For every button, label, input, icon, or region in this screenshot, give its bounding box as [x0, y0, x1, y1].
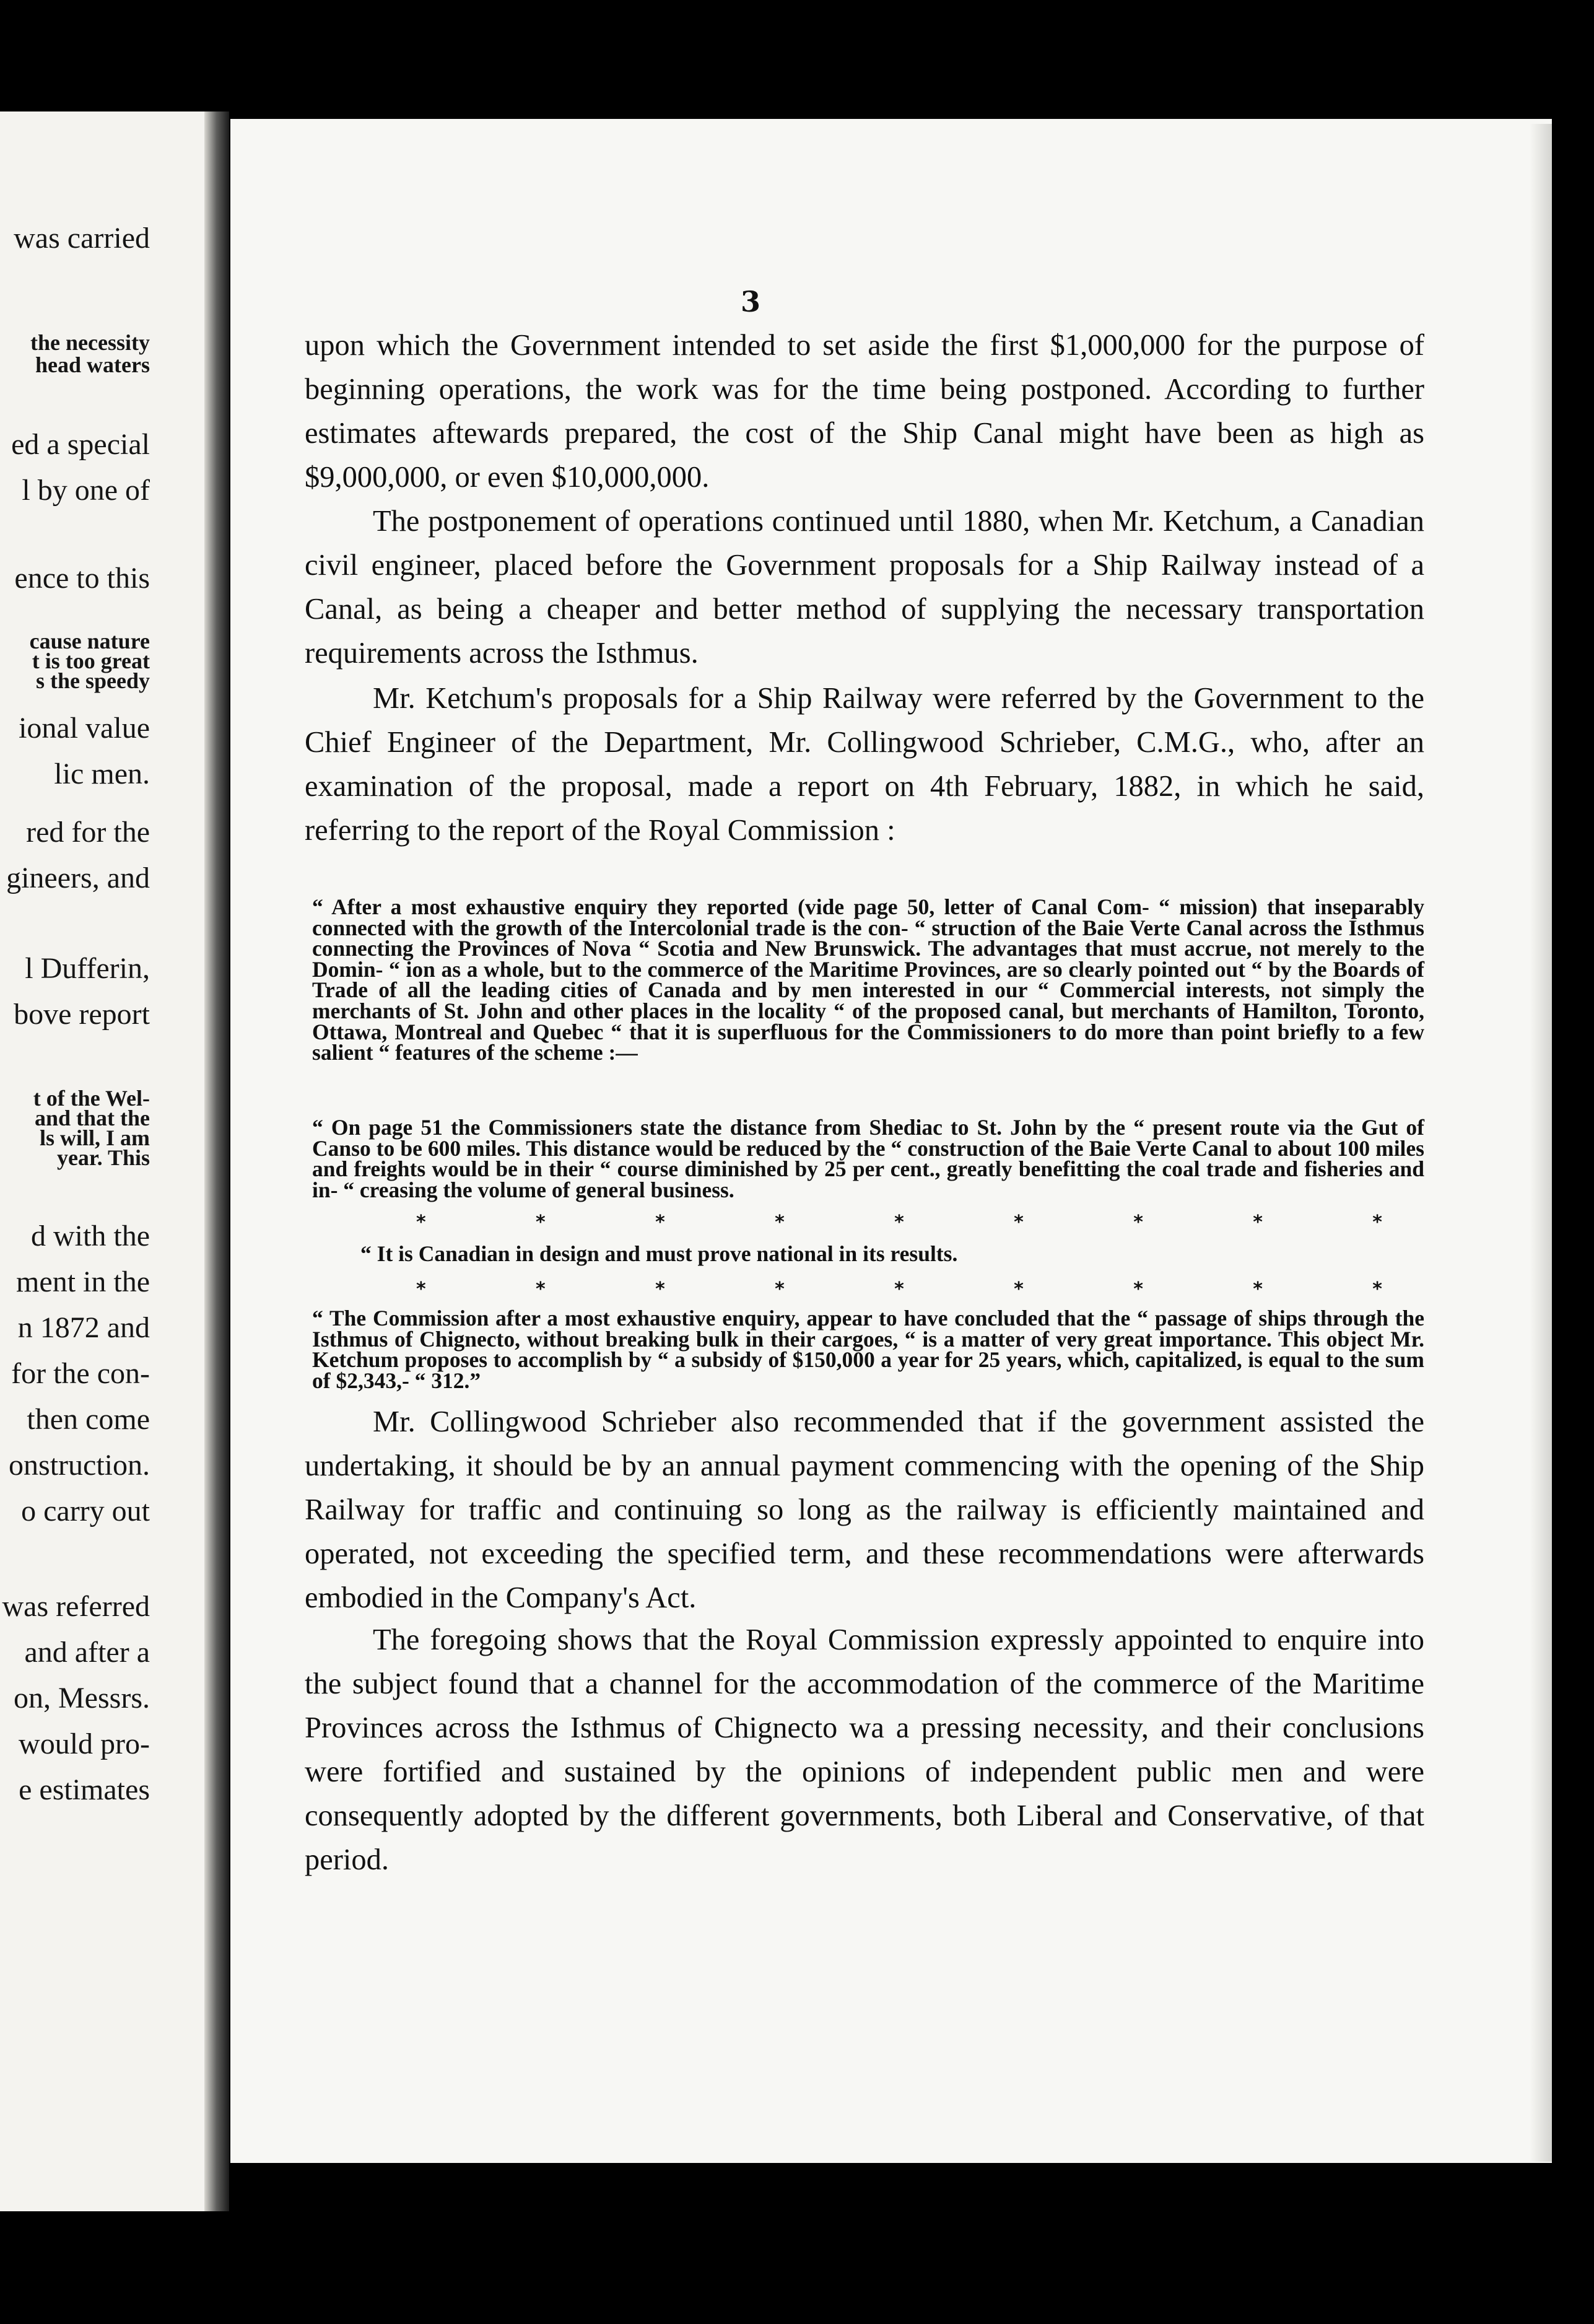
book-gutter	[204, 111, 229, 2211]
main-page	[230, 119, 1552, 2163]
page-number: 3	[740, 285, 760, 318]
separator-star: *	[894, 1212, 904, 1233]
paragraph-5: The foregoing shows that the Royal Commission expressly appointed to enquire into the subject found that a channel for the accommodation of the commerce of the Maritime Provinces across the Isthmus of Chignecto wa a pressing necessity, and their conclusions were fortified and sustained by the opinions of independent public men and were consequently adopted by the different governments, both Liberal and Conservative, of that period.	[305, 1623, 1424, 1876]
left-page-text-fragment: bove report	[14, 998, 150, 1031]
left-page-text-fragment: year. This	[56, 1145, 150, 1170]
left-page-text-fragment: the necessity	[30, 330, 150, 355]
separator-star: *	[1253, 1278, 1263, 1300]
left-page-text-fragment: ed a special	[11, 428, 150, 461]
paragraph-1: upon which the Government intended to set aside the first $1,000,000 for the purpose of beginning operations, the work was for the time being postponed. According to further estimates aftewards prepared, the cost of the Ship Canal might have been as high as $9,000,000, or even $10,000,000.	[305, 329, 1424, 494]
left-page-text-fragment: for the con-	[11, 1357, 150, 1390]
quote-3: “ It is Canadian in design and must prove national in its results.	[360, 1241, 958, 1266]
separator-star: *	[655, 1278, 665, 1300]
separator-star: *	[775, 1212, 785, 1233]
separator-star: *	[1372, 1278, 1382, 1300]
left-page-text-fragment: on, Messrs.	[13, 1682, 150, 1715]
paragraph-4: Mr. Collingwood Schrieber also recommended that if the government assisted the undertaking, it should be by an annual payment commencing with the opening of the Ship Railway for traffic and continuing so long as the railway is efficiently maintained and operated, not exceeding the specified term, and these recommendations were afterwards embodied in the Company's Act.	[305, 1405, 1424, 1614]
separator-star: *	[416, 1212, 426, 1233]
left-page-text-fragment: ls will, I am	[39, 1125, 150, 1150]
left-page-text-fragment: and after a	[24, 1636, 150, 1669]
quote-2: “ On page 51 the Commissioners state the distance from Shediac to St. John by the “ present route via the Gut of Canso to be 600 miles. This distance would be reduced by the “ construction of the Baie Verte Canal to about 100 miles and freights would be in their “ course diminished by 25 per cent., greatly benefitting the coal trade and fisheries and in- “ creasing the volume of general business.	[312, 1115, 1424, 1202]
separator-star: *	[775, 1278, 785, 1300]
left-page-text-fragment: d with the	[31, 1220, 150, 1252]
left-page-text-fragment: head waters	[35, 352, 150, 377]
left-page-text-fragment: would pro-	[19, 1728, 150, 1760]
separator-star: *	[894, 1278, 904, 1300]
separator-star: *	[1133, 1278, 1143, 1300]
separator-star: *	[536, 1212, 546, 1233]
left-page-text-fragment: and that the	[34, 1106, 150, 1130]
separator-star: *	[536, 1278, 546, 1300]
left-page-text-fragment: gineers, and	[6, 862, 150, 894]
quote-4: “ The Commission after a most exhaustive enquiry, appear to have concluded that the “ passage of ships through the Isthmus of Chignecto, without breaking bulk in their cargoes, “ is a matter of very great importance. This object Mr. Ketchum proposes to accomplish by “ a subsidy of $150,000 a year for 25 years, which, capitalized, is equal to the sum of $2,343,- “ 312.”	[312, 1306, 1424, 1393]
separator-star: *	[1014, 1212, 1024, 1233]
left-page-text-fragment: onstruction.	[9, 1449, 150, 1482]
separator-star: *	[416, 1278, 426, 1300]
left-page-text-fragment: l by one of	[22, 474, 150, 507]
left-page-text-fragment: then come	[27, 1403, 150, 1436]
paragraph-2: The postponement of operations continued until 1880, when Mr. Ketchum, a Canadian civil engineer, placed before the Government proposals for a Ship Railway instead of a Canal, as being a cheaper and better method of supplying the necessary transportation requirements across the Isthmus.	[305, 505, 1424, 670]
left-page-text-fragment: cause nature	[29, 629, 150, 653]
left-page-text-fragment: lic men.	[54, 758, 150, 790]
left-page-text-fragment: n 1872 and	[17, 1311, 150, 1344]
separator-star: *	[655, 1212, 665, 1233]
left-page-text-fragment: e estimates	[19, 1773, 150, 1806]
separator-stars-2	[416, 1278, 1382, 1300]
left-page-text-fragment: l Dufferin,	[25, 952, 150, 985]
separator-star: *	[1133, 1212, 1143, 1233]
page-edge	[1530, 124, 1552, 2162]
left-page-text-fragment: was carried	[14, 222, 150, 255]
separator-stars-1	[416, 1212, 1382, 1233]
quote-1: “ After a most exhaustive enquiry they reported (vide page 50, letter of Canal Com- “ mission) that inseparably connected with the growth of the Intercolonial trade is the con- “ struction of the Baie Verte Canal across the Isthmus connecting the Provinces of Nova “ Scotia and New Brunswick. The advantages that must accrue, not merely to the Domin- “ ion as a whole, but to the commerce of the Maritime Provinces, are so clearly pointed out “ by the Boards of Trade of all the leading cities of Canada and by men interested in our “ Commercial interests, not simply the merchants of St. John and other places in the locality “ of the proposed canal, but merchants of Hamilton, Toronto, Ottawa, Montreal and Quebec “ that it is superfluous for the Commissioners to do more than point briefly to a few salient “ features of the scheme :—	[312, 894, 1424, 1065]
separator-star: *	[1253, 1212, 1263, 1233]
left-page-text-fragment: red for the	[26, 816, 150, 849]
separator-star: *	[1014, 1278, 1024, 1300]
left-page-text-fragment: ence to this	[14, 562, 150, 595]
left-page-text-fragment: ment in the	[16, 1265, 150, 1298]
left-page-text-fragment: t of the Wel-	[33, 1086, 150, 1111]
left-page-fragment	[0, 111, 204, 2211]
paragraph-3: Mr. Ketchum's proposals for a Ship Railway were referred by the Government to the Chief Engineer of the Department, Mr. Collingwood Schrieber, C.M.G., who, after an examination of the proposal, made a report on 4th February, 1882, in which he said, referring to the report of the Royal Commission :	[305, 682, 1424, 847]
left-page-text-fragment: o carry out	[21, 1495, 150, 1527]
left-page-text-fragment: s the speedy	[35, 668, 150, 693]
left-page-text-fragment: ional value	[19, 712, 150, 745]
left-page-text-fragment: t is too great	[32, 649, 150, 673]
left-page-text-fragment: was referred	[2, 1590, 150, 1623]
separator-star: *	[1372, 1212, 1382, 1233]
